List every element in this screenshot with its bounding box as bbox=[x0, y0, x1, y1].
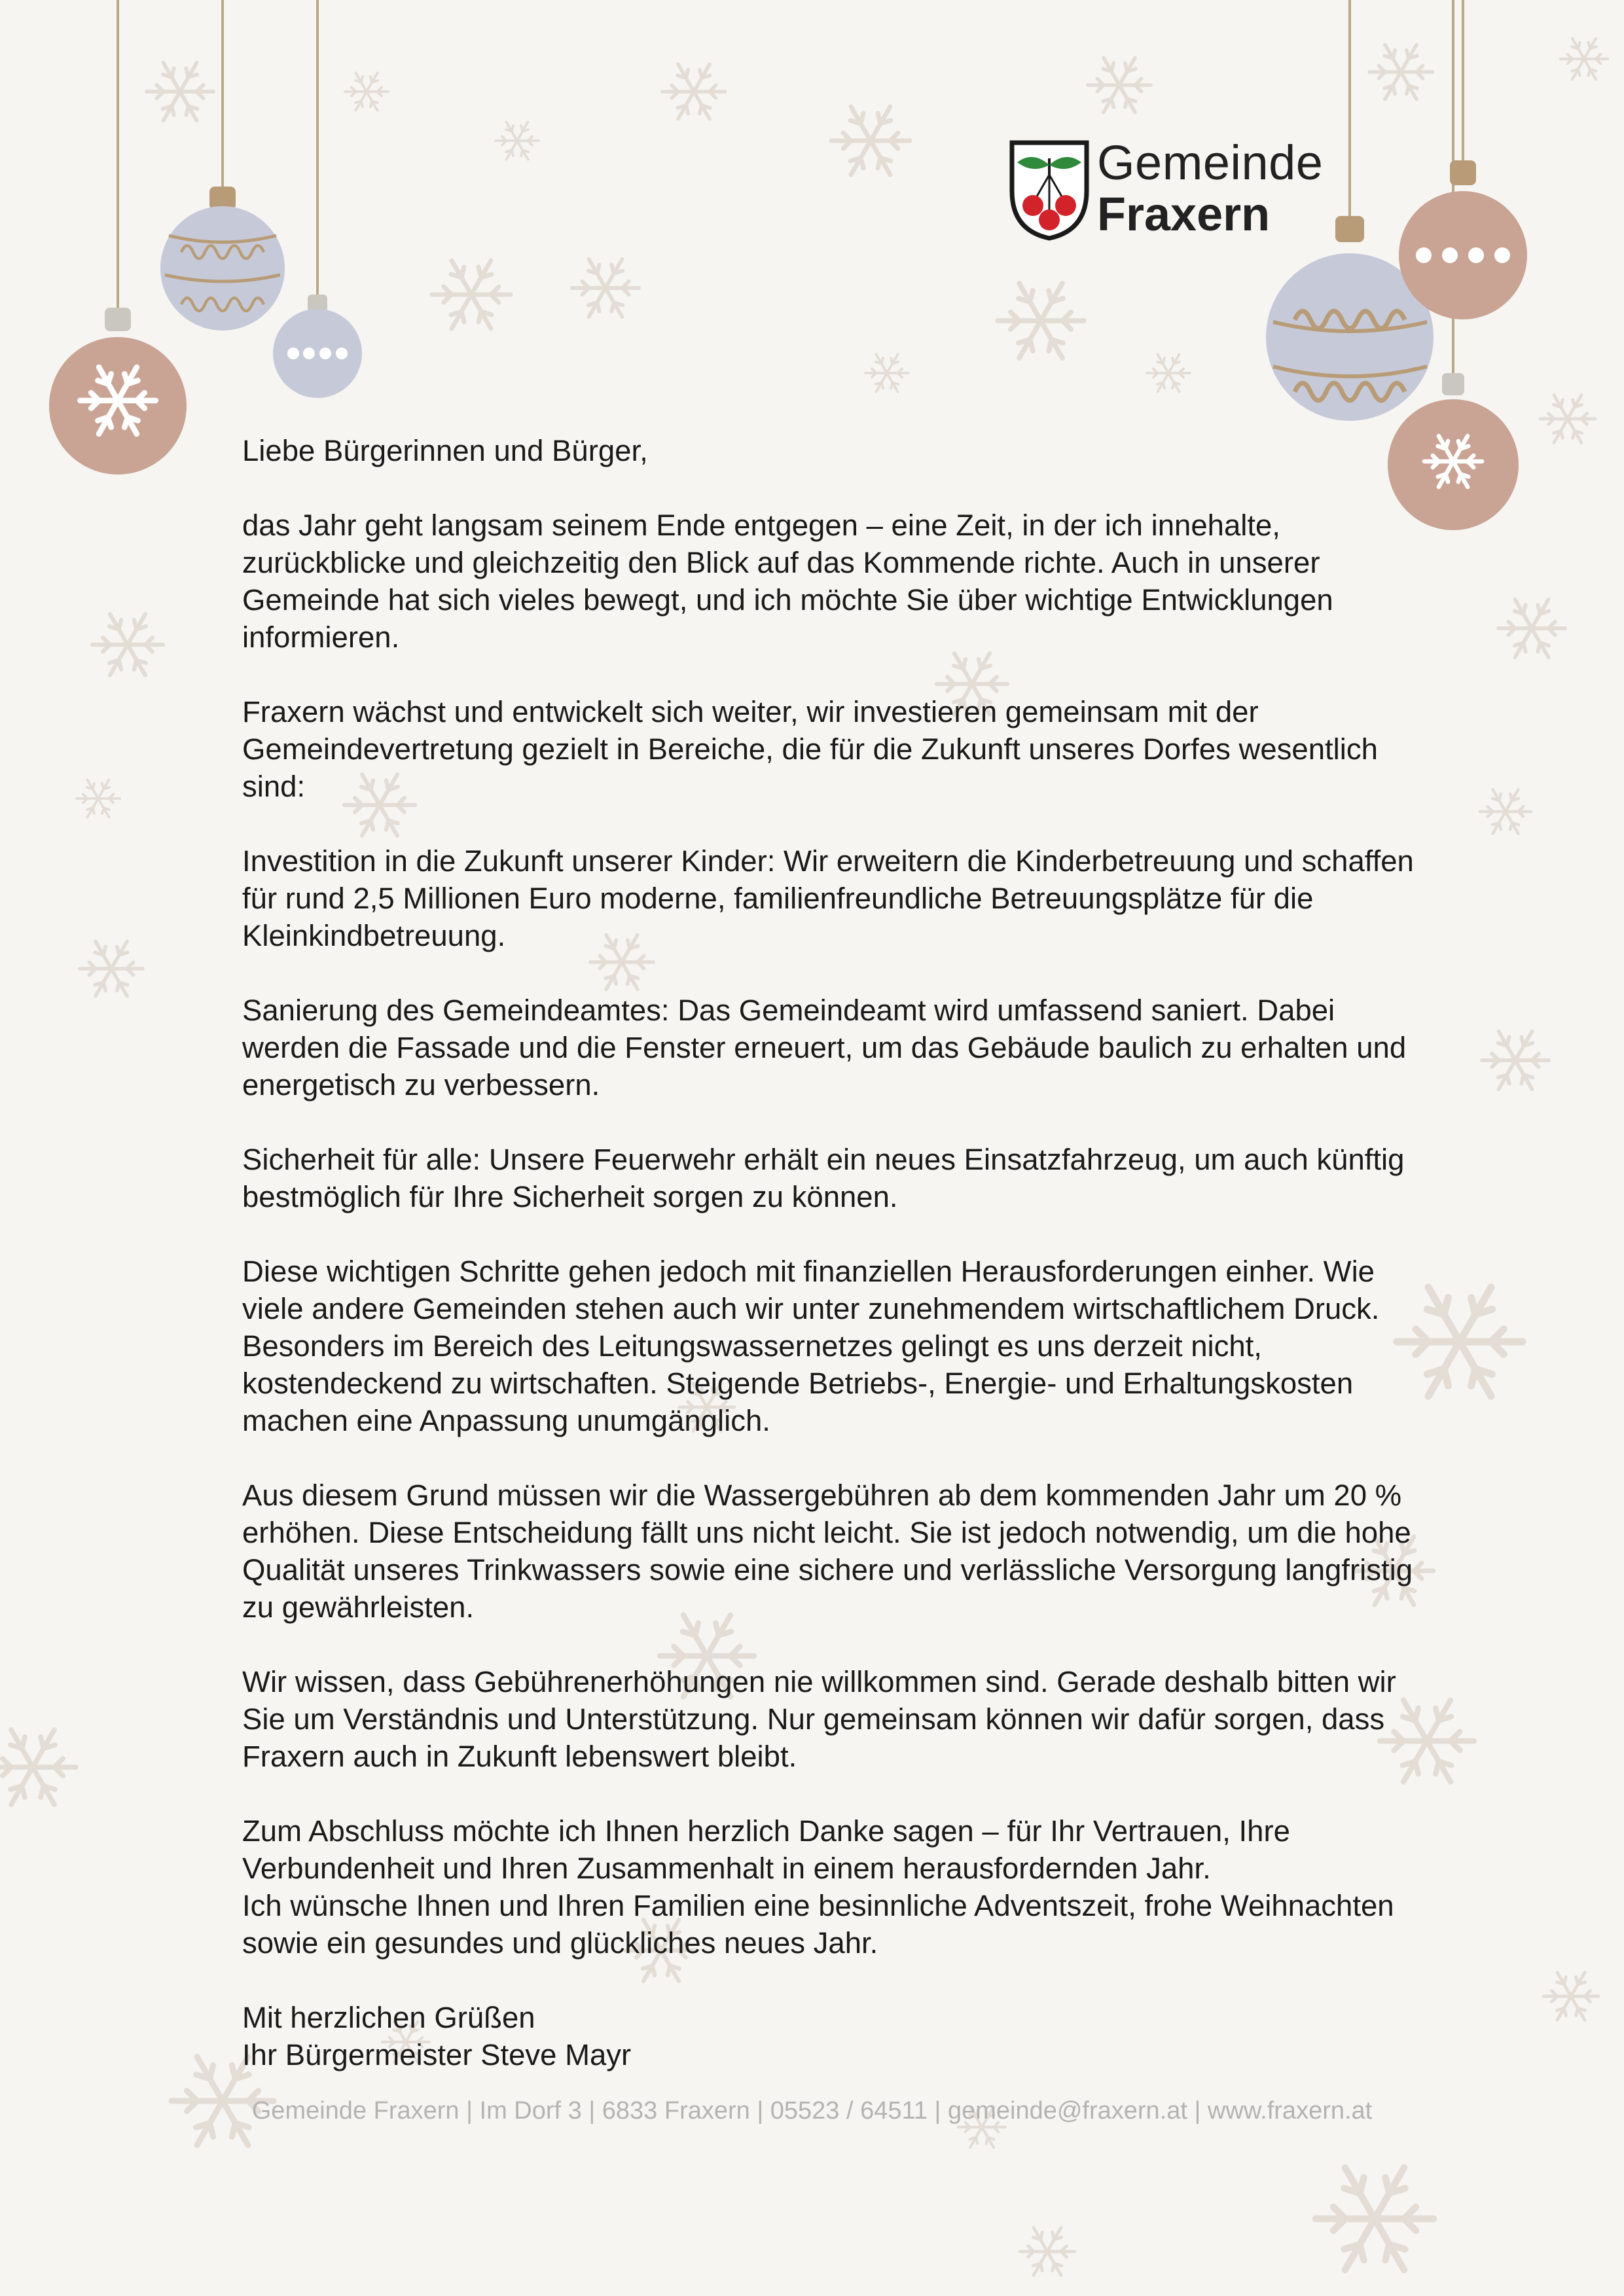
paragraph-municipal-office: Sanierung des Gemeindeamtes: Das Gemeindeamt wird umfassend saniert. Dabei werden die Fassade und die Fenster erneuert, um das Gebäude baulich zu erhalten und energetisch zu verbessern. bbox=[242, 994, 1407, 1102]
paragraph-fire-department: Sicherheit für alle: Unsere Feuerwehr erhält ein neues Einsatzfahrzeug, um auch künftig bestmöglich für Ihre Sicherheit sorgen zu können. bbox=[242, 1143, 1405, 1213]
paragraph-understanding: Wir wissen, dass Gebührenerhöhungen nie willkommen sind. Gerade deshalb bitten wir Sie um Verständnis und Unterstützung. Nur gemeinsam können wir dafür sorgen, dass Fraxern auch in Zukunft lebenswert bleibt. bbox=[242, 1665, 1396, 1773]
blue-bauble-left-small bbox=[273, 295, 362, 398]
paragraph-development: Fraxern wächst und entwickelt sich weiter, wir investieren gemeinsam mit der Gemeindevertretung gezielt in Bereiche, die für die Zukunft unseres Dorfes wesentlich sind: bbox=[242, 695, 1378, 803]
signature: Ihr Bürgermeister Steve Mayr bbox=[242, 2038, 632, 2072]
paragraph-water-fees: Aus diesem Grund müssen wir die Wassergebühren ab dem kommenden Jahr um 20 % erhöhen. Diese Entscheidung fällt uns nicht leicht. Sie ist jedoch notwendig, um die hohe Qualität unseres Trinkwassers sowie eine sichere und verlässliche Versorgung langfristig zu gewährleisten. bbox=[242, 1479, 1413, 1624]
coat-of-arms-icon bbox=[1008, 139, 1091, 241]
paragraph-children: Investition in die Zukunft unserer Kinder: Wir erweitern die Kinderbetreuung und schaffen für rund 2,5 Millionen Euro moderne, familienfreundliche Betreuungsplätze für die Kleinkindbetreuung. bbox=[242, 844, 1414, 952]
letter-body bbox=[242, 432, 1440, 2073]
footer-contact: Gemeinde Fraxern | Im Dorf 3 | 6833 Fraxern | 05523 / 64511 | gemeinde@fraxern.at | www.fraxern.at bbox=[251, 2097, 1373, 2125]
salutation: Liebe Bürgerinnen und Bürger, bbox=[242, 434, 648, 467]
pink-bauble-right-top bbox=[1399, 160, 1527, 319]
logo-line-gemeinde: Gemeinde bbox=[1097, 135, 1324, 190]
blue-bauble-left-large bbox=[160, 187, 285, 331]
paragraph-wishes: Ich wünsche Ihnen und Ihren Familien eine besinnliche Adventszeit, frohe Weihnachten sowie ein gesundes und glückliches neues Jahr. bbox=[242, 1889, 1394, 1960]
logo-line-fraxern: Fraxern bbox=[1097, 188, 1271, 241]
municipality-logo bbox=[1008, 135, 1348, 243]
paragraph-thanks: Zum Abschluss möchte ich Ihnen herzlich Danke sagen – für Ihr Vertrauen, Ihre Verbundenheit und Ihren Zusammenhalt in einem herausfordernden Jahr. bbox=[242, 1814, 1290, 1885]
closing: Mit herzlichen Grüßen bbox=[242, 2001, 535, 2034]
paragraph-financial: Diese wichtigen Schritte gehen jedoch mit finanziellen Herausforderungen einher. Wie viele andere Gemeinden stehen auch wir unter zunehmendem wirtschaftlichem Druck. Besonders im Bereich des Leitungswassernetzes gelingt es uns derzeit nicht, kostendeckend zu wirtschaften. Steigende Betriebs-, Energie- und Erhaltungskosten machen eine Anpassung unumgänglich. bbox=[242, 1255, 1380, 1437]
paragraph-intro: das Jahr geht langsam seinem Ende entgegen – eine Zeit, in der ich innehalte, zurückblicke und gleichzeitig den Blick auf das Kommende richte. Auch in unserer Gemeinde hat sich vieles bewegt, und ich möchte Sie über wichtige Entwicklungen informieren. bbox=[242, 509, 1333, 654]
pink-bauble-left bbox=[49, 308, 187, 475]
